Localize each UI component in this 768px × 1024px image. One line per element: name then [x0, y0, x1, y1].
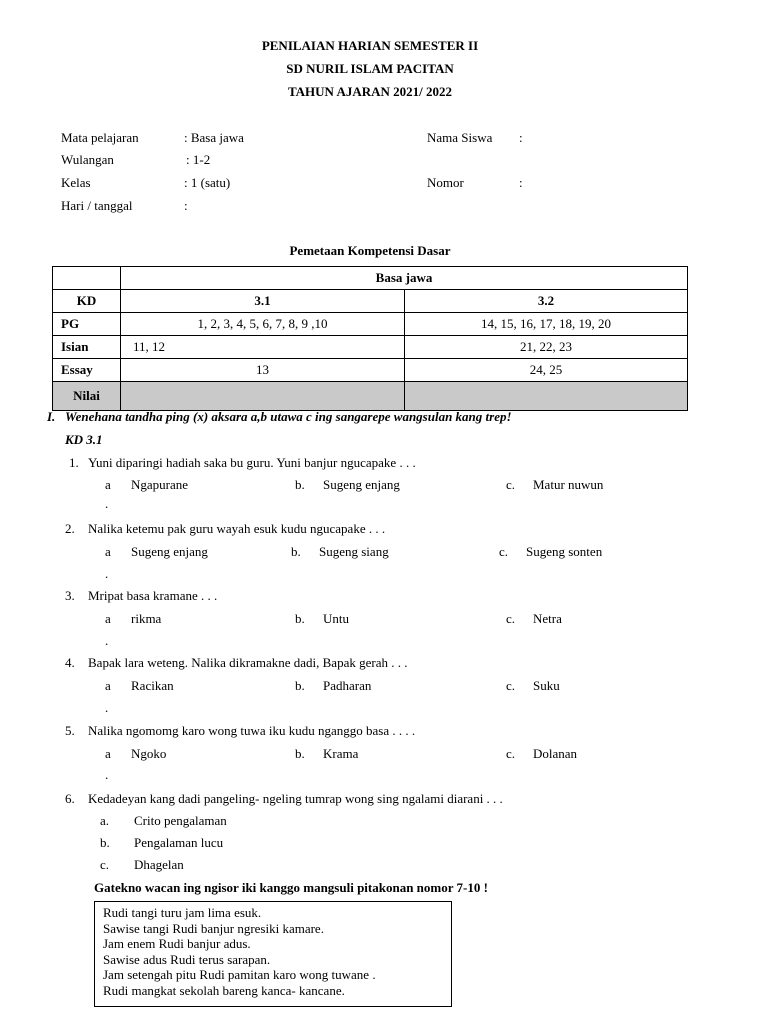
mapel-value: : Basa jawa	[184, 130, 244, 145]
pg-cell-3-1: 1, 2, 3, 4, 5, 6, 7, 8, 9 ,10	[121, 313, 405, 336]
reading-line: Rudi mangkat sekolah bareng kanca- kancane.	[103, 982, 345, 998]
option-b: Sugeng enjang	[323, 477, 400, 492]
nilai-cell-3-2	[405, 382, 688, 411]
option-b-letter: b.	[295, 611, 305, 626]
option-b-letter: b.	[295, 746, 305, 761]
option-b-letter: b.	[100, 835, 110, 850]
pg-cell-3-2: 14, 15, 16, 17, 18, 19, 20	[405, 313, 688, 336]
option-a-letter: a.	[100, 813, 110, 828]
question-number: 1.	[69, 455, 79, 470]
kd-cell-3-2: 3.2	[405, 290, 688, 313]
option-a: Sugeng enjang	[131, 544, 208, 559]
kd-label: KD 3.1	[65, 432, 103, 447]
question-text: Nalika ngomomg karo wong tuwa iku kudu nganggo basa . . . .	[88, 723, 416, 738]
option-c: Dolanan	[533, 746, 578, 761]
wulangan-label: Wulangan	[61, 152, 114, 167]
reading-line: Jam enem Rudi banjur adus.	[103, 936, 251, 951]
kd-table-row	[53, 336, 688, 359]
question-number: 6.	[65, 791, 75, 806]
kd-table-row	[53, 359, 688, 382]
option-c: Matur nuwun	[533, 477, 604, 492]
reading-line: Rudi tangi turu jam lima esuk.	[103, 905, 262, 920]
option-a: Racikan	[131, 678, 174, 693]
nomor-value: :	[519, 175, 523, 190]
option-c: Dhagelan	[134, 857, 184, 872]
question-text: Kedadeyan kang dadi pangeling- ngeling tumrap wong sing ngalami diarani . . .	[88, 791, 503, 806]
option-b-letter: b.	[295, 477, 305, 492]
option-b: Krama	[323, 746, 359, 761]
kd-table-row	[53, 382, 688, 411]
question-text: Nalika ketemu pak guru wayah esuk kudu ngucapake . . .	[88, 521, 386, 536]
kd-table-row	[53, 290, 688, 313]
mapel-label: Mata pelajaran	[61, 130, 139, 145]
option-c-letter: c.	[506, 611, 516, 626]
isian-cell-3-2: 21, 22, 23	[405, 336, 688, 359]
option-a-letter: a	[105, 678, 111, 693]
kd-row-label: KD	[53, 290, 121, 313]
essay-cell-3-2: 24, 25	[405, 359, 688, 382]
option-dot: .	[105, 566, 109, 581]
option-a: Ngoko	[131, 746, 167, 761]
header-line-2: SD NURIL ISLAM PACITAN	[286, 61, 454, 76]
option-b: Pengalaman lucu	[134, 835, 224, 850]
option-c-letter: c.	[506, 477, 516, 492]
nomor-label: Nomor	[427, 175, 464, 190]
question-text: Bapak lara weteng. Nalika dikramakne dadi, Bapak gerah . . .	[88, 655, 408, 670]
option-b-letter: b.	[295, 678, 305, 693]
option-c-letter: c.	[100, 857, 110, 872]
kd-table-corner-cell	[53, 267, 121, 290]
option-c: Netra	[533, 611, 562, 626]
option-b: Padharan	[323, 678, 372, 693]
option-a-letter: a	[105, 746, 111, 761]
wulangan-value: : 1-2	[186, 152, 211, 167]
isian-row-label: Isian	[53, 336, 121, 359]
option-b: Untu	[323, 611, 349, 626]
option-b: Sugeng siang	[319, 544, 389, 559]
option-dot: .	[105, 767, 109, 782]
reading-passage-box	[94, 901, 452, 1007]
option-c-letter: c.	[499, 544, 509, 559]
kd-table-title: Pemetaan Kompetensi Dasar	[289, 243, 451, 258]
isian-cell-3-1: 11, 12	[121, 336, 405, 359]
hari-tanggal-label: Hari / tanggal	[61, 198, 133, 213]
option-b-letter: b.	[291, 544, 301, 559]
nilai-row-label: Nilai	[53, 382, 121, 411]
reading-line: Sawise adus Rudi terus sarapan.	[103, 951, 271, 967]
reading-line: Sawise tangi Rudi banjur ngresiki kamare.	[103, 920, 324, 936]
option-a-letter: a	[105, 611, 111, 626]
section-instruction: Wenehana tandha ping (x) aksara a,b utawa c ing sangarepe wangsulan kang trep!	[65, 409, 512, 424]
option-a-letter: a	[105, 544, 111, 559]
essay-row-label: Essay	[53, 359, 121, 382]
kd-table	[52, 266, 688, 411]
question-number: 5.	[65, 723, 75, 738]
question-text: Mripat basa kramane . . .	[88, 588, 218, 603]
option-a: Crito pengalaman	[134, 813, 227, 828]
question-number: 2.	[65, 521, 75, 536]
kd-table-header-row	[53, 267, 688, 290]
question-number: 4.	[65, 655, 75, 670]
question-text: Yuni diparingi hadiah saka bu guru. Yuni banjur ngucapake . . .	[88, 455, 416, 470]
header-line-3: TAHUN AJARAN 2021/ 2022	[287, 84, 453, 99]
option-dot: .	[105, 633, 109, 648]
reading-line: Jam setengah pitu Rudi pamitan karo wong tuwane .	[103, 967, 376, 982]
option-dot: .	[105, 700, 109, 715]
section-numeral: I.	[47, 409, 56, 424]
option-c-letter: c.	[506, 746, 516, 761]
kd-cell-3-1: 3.1	[121, 290, 405, 313]
kd-table-row	[53, 313, 688, 336]
nama-siswa-value: :	[519, 130, 523, 145]
question-number: 3.	[65, 588, 75, 603]
pg-row-label: PG	[53, 313, 121, 336]
nama-siswa-label: Nama Siswa	[427, 130, 493, 145]
kelas-value: : 1 (satu)	[184, 175, 231, 190]
kelas-label: Kelas	[61, 175, 91, 190]
reading-instruction: Gatekno wacan ing ngisor iki kanggo mangsuli pitakonan nomor 7-10 !	[94, 880, 488, 895]
option-a: Ngapurane	[131, 477, 189, 492]
header-line-1: PENILAIAN HARIAN SEMESTER II	[261, 38, 479, 53]
option-a: rikma	[131, 611, 162, 626]
option-c: Sugeng sonten	[526, 544, 603, 559]
hari-tanggal-value: :	[184, 198, 188, 213]
option-c-letter: c.	[506, 678, 516, 693]
option-dot: .	[105, 496, 109, 511]
kd-table-subject: Basa jawa	[121, 267, 688, 290]
option-a-letter: a	[105, 477, 111, 492]
nilai-cell-3-1	[121, 382, 405, 411]
essay-cell-3-1: 13	[121, 359, 405, 382]
option-c: Suku	[533, 678, 560, 693]
